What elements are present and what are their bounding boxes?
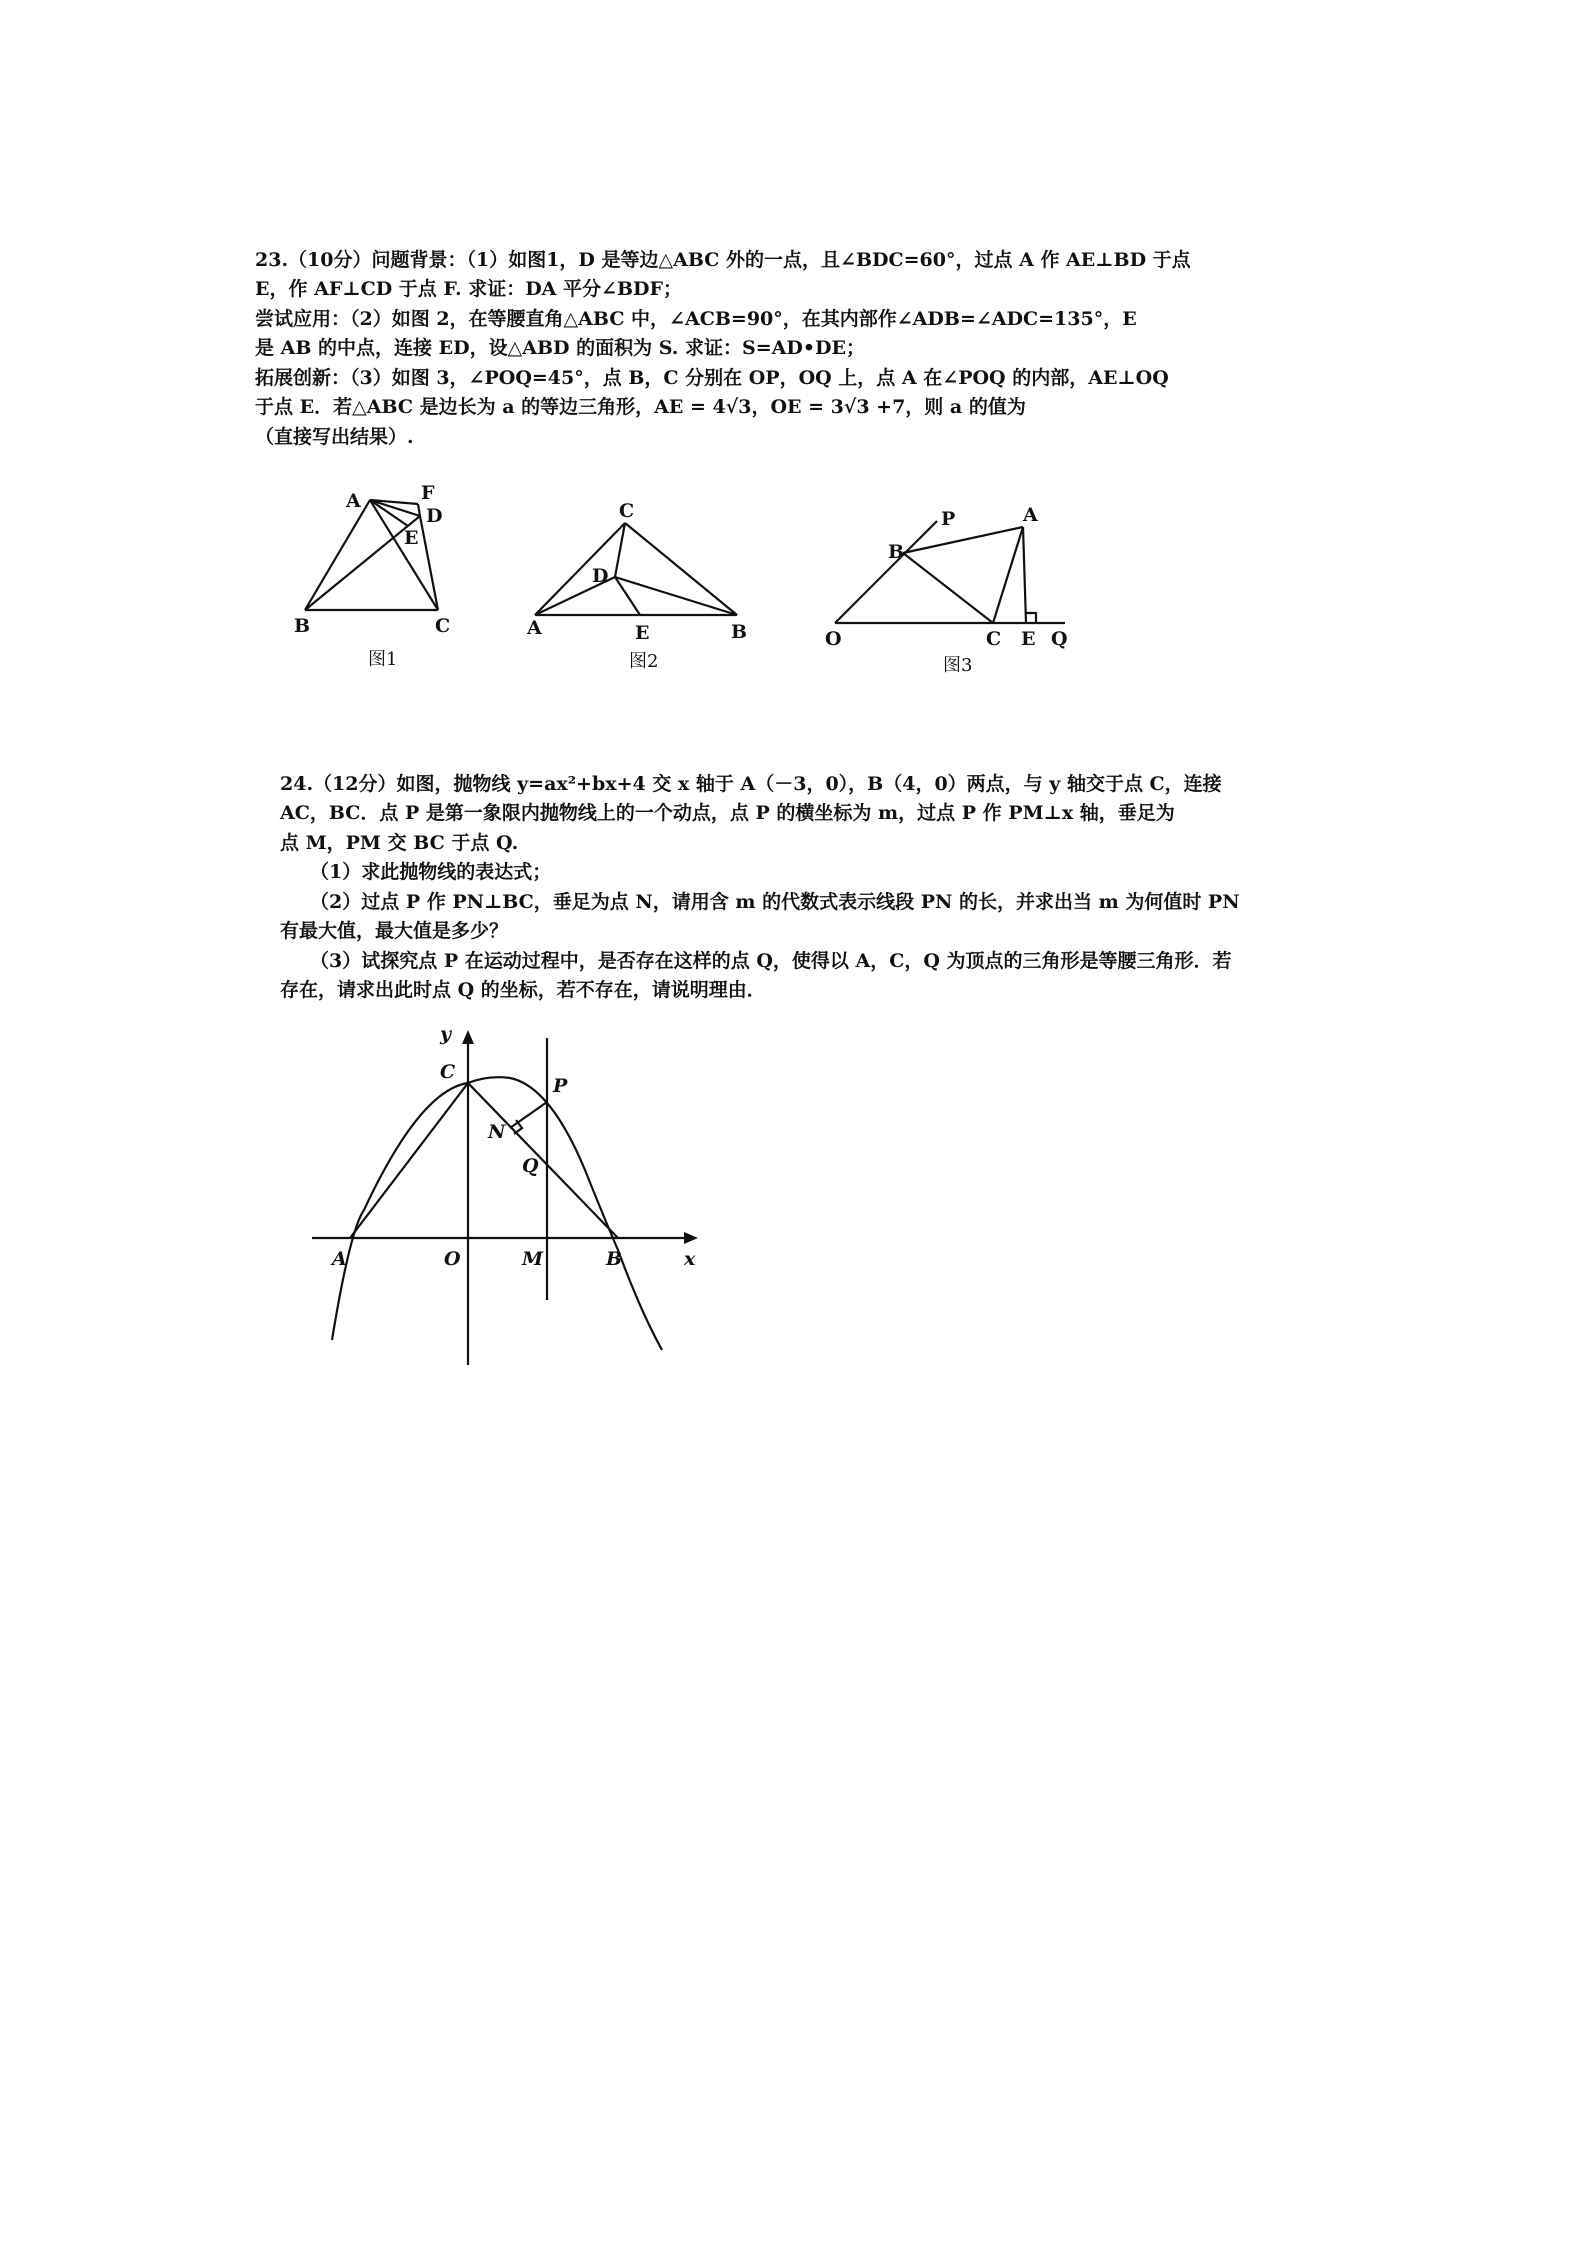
label-c: C: [619, 500, 635, 522]
q23-line-1: 23.（10分）问题背景：（1）如图1，D 是等边△ABC 外的一点，且∠BDC=60°，过点 A 作 AE⊥BD 于点: [255, 249, 1191, 271]
segment-db: [615, 577, 737, 615]
q23-line-5: 拓展创新：（3）如图 3，∠POQ=45°，点 B，C 分别在 OP，OQ 上，点 A 在∠POQ 的内部，AE⊥OQ: [255, 366, 1169, 389]
label-b: B: [888, 541, 905, 563]
label-c: C: [440, 1061, 456, 1083]
label-d: D: [592, 565, 609, 587]
segment-ac: [350, 1083, 468, 1238]
label-o: O: [444, 1248, 461, 1270]
q24-line-6: 有最大值，最大值是多少？: [280, 920, 509, 943]
q23-line-4: 是 AB 的中点，连接 ED，设△ABD 的面积为 S. 求证：S=AD•DE；: [255, 337, 865, 360]
q24-line-8: 存在，请求出此时点 Q 的坐标，若不存在，请说明理由．: [280, 979, 766, 1002]
segment-bd: [305, 516, 420, 610]
segment-cb: [625, 523, 737, 615]
parabola-curve: [332, 1077, 662, 1350]
label-n: N: [488, 1121, 506, 1143]
segment-pn: [510, 1102, 547, 1128]
label-a: A: [527, 617, 542, 639]
label-b: B: [294, 615, 311, 637]
q23-line-7: （直接写出结果）.: [255, 425, 414, 448]
label-m: M: [522, 1248, 544, 1270]
ray-op: [835, 521, 937, 623]
q24-line-3: 点 M，PM 交 BC 于点 Q.: [280, 831, 519, 854]
label-p: P: [553, 1075, 568, 1097]
label-c: C: [435, 615, 451, 637]
label-a: A: [346, 490, 361, 512]
label-a: A: [1023, 504, 1038, 526]
label-e: E: [1021, 628, 1036, 650]
segment-fd: [418, 504, 420, 516]
right-angle-mark: [1026, 613, 1036, 623]
q24-line-5: （2）过点 P 作 PN⊥BC，垂足为点 N，请用含 m 的代数式表示线段 PN 的长，并求出当 m 为何值时 PN: [310, 890, 1240, 913]
q24-line-2: AC，BC．点 P 是第一象限内抛物线上的一个动点，点 P 的横坐标为 m，过点 P 作 PM⊥x 轴，垂足为: [280, 802, 1175, 825]
label-e: E: [635, 622, 650, 644]
segment-bc: [468, 1083, 618, 1238]
q23-line-3: 尝试应用：（2）如图 2，在等腰直角△ABC 中，∠ACB=90°，在其内部作∠ADB=∠ADC=135°，E: [255, 307, 1137, 330]
figure-3: [825, 505, 1075, 689]
q24-line-1: 24.（12分）如图，抛物线 y=ax²+bx+4 交 x 轴于 A（－3，0），B（4，0）两点，与 y 轴交于点 C，连接: [280, 773, 1222, 795]
label-o: O: [825, 628, 842, 650]
label-q: Q: [522, 1155, 539, 1177]
y-axis-arrow-icon: [462, 1030, 474, 1044]
label-c: C: [986, 628, 1002, 650]
x-axis-arrow-icon: [684, 1232, 698, 1244]
label-b: B: [731, 621, 748, 643]
figure-2: [525, 500, 755, 689]
label-a: A: [332, 1248, 347, 1270]
figure-2-drawing: [525, 500, 755, 685]
segment-ab: [305, 500, 370, 610]
label-f: F: [421, 482, 435, 504]
figure-1-drawing: [290, 480, 490, 680]
label-p: P: [941, 508, 956, 530]
figure-3-drawing: [825, 505, 1075, 685]
caption-figure-3: 图3: [943, 655, 973, 676]
figure-parabola: [300, 1020, 720, 1384]
label-y: y: [440, 1023, 452, 1045]
segment-ac: [535, 523, 625, 615]
parabola-drawing: [300, 1020, 720, 1380]
label-e: E: [404, 527, 419, 549]
question-24: [280, 770, 1240, 1006]
caption-figure-1: 图1: [368, 649, 398, 670]
segment-ba: [903, 527, 1023, 553]
question-23: [255, 246, 1191, 452]
figure-1: [290, 480, 490, 684]
q24-line-7: （3）试探究点 P 在运动过程中，是否存在这样的点 Q，使得以 A，C，Q 为顶点的三角形是等腰三角形．若: [310, 949, 1232, 972]
label-d: D: [426, 505, 443, 527]
label-x: x: [684, 1248, 696, 1270]
label-b: B: [606, 1248, 623, 1270]
right-angle-mark: [514, 1120, 522, 1134]
caption-figure-2: 图2: [629, 651, 659, 672]
label-q: Q: [1051, 628, 1068, 650]
segment-bc: [903, 553, 993, 623]
q23-line-6: 于点 E．若△ABC 是边长为 a 的等边三角形，AE = 4√3，OE = 3√3 +7，则 a 的值为: [255, 396, 1026, 419]
q23-line-2: E，作 AF⊥CD 于点 F. 求证：DA 平分∠BDF；: [255, 278, 682, 301]
segment-ae: [370, 500, 408, 526]
segment-ae: [1023, 527, 1026, 623]
segment-ac: [993, 527, 1023, 623]
q24-line-4: （1）求此抛物线的表达式；: [310, 861, 552, 884]
